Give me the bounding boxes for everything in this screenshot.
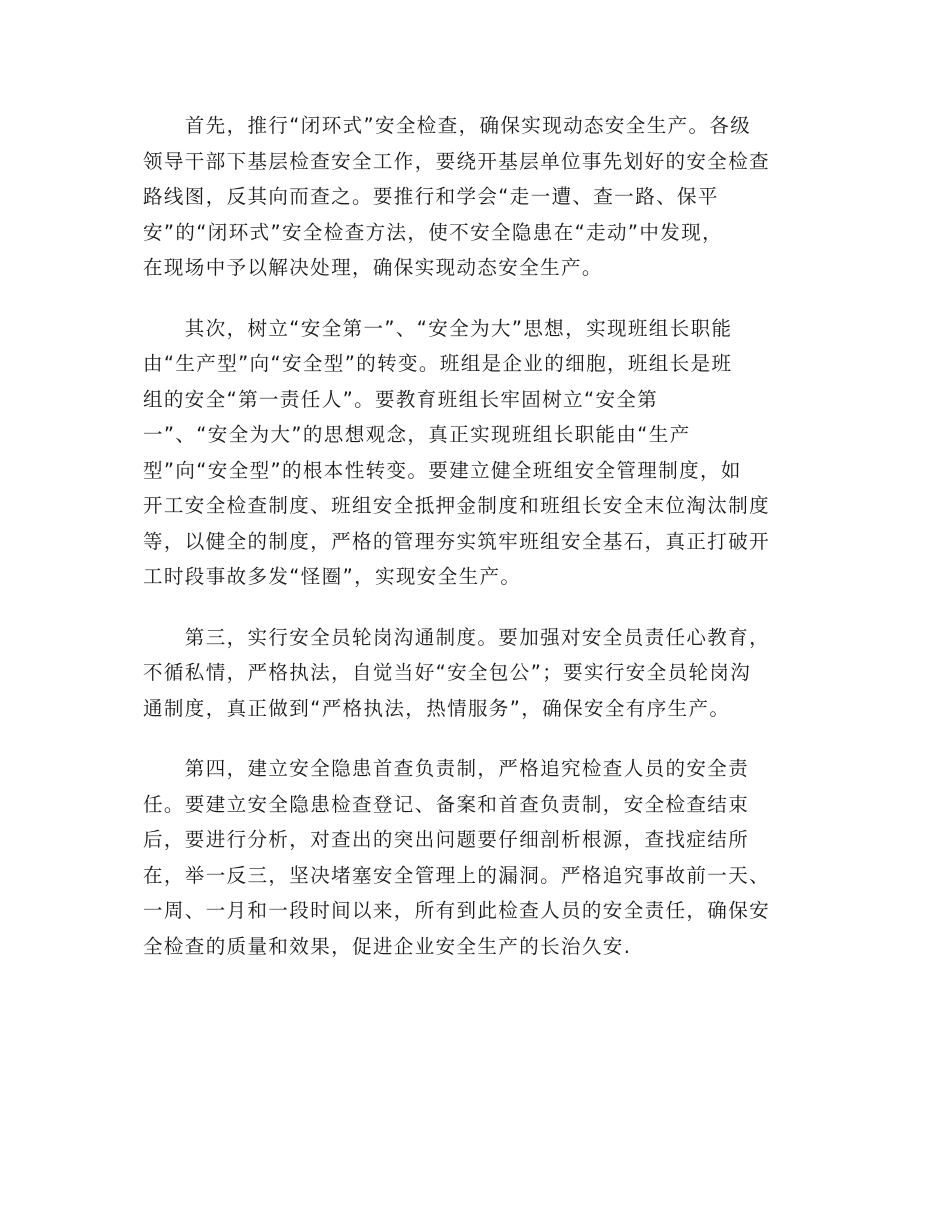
paragraph-4 (143, 751, 803, 964)
paragraph-1 (143, 108, 803, 286)
text-line: 一周、一月和一段时间以来，所有到此检查人员的安全责任，确保安 (143, 899, 771, 922)
text-line: 组的安全“第一责任人”。要教育班组长牢固树立“安全第 (143, 387, 659, 411)
text-line: 工时段事故多发“怪圈”，实现安全生产。 (143, 565, 522, 588)
paragraph-2 (143, 311, 803, 595)
text-line: 不循私情，严格执法，自觉当好“安全包公”；要实行安全员轮岗沟 (143, 661, 752, 684)
text-line: 一”、“安全为大”的思想观念，真正实现班组长职能由“生产 (143, 423, 691, 446)
text-line: 开工安全检查制度、班组安全抵押金制度和班组长安全末位淘汰制度 (143, 494, 771, 517)
text-line: 其次，树立“安全第一”、“安全为大”思想，实现班组长职能 (143, 316, 733, 340)
text-line: 第三，实行安全员轮岗沟通制度。要加强对安全员责任心教育， (143, 625, 771, 649)
text-line: 由“生产型”向“安全型”的转变。班组是企业的细胞，班组长是班 (143, 352, 733, 375)
text-line: 路线图，反其向而查之。要推行和学会“走一遭、查一路、保平 (143, 185, 719, 208)
text-line: 全检查的质量和效果，促进企业安全生产的长治久安. (143, 934, 632, 958)
text-line: 首先，推行“闭环式”安全检查，确保实现动态安全生产。各级 (143, 114, 752, 137)
text-line: 后，要进行分析，对查出的突出问题要仔细剖析根源，查找症结所 (143, 828, 750, 851)
text-line: 任。要建立安全隐患检查登记、备案和首查负责制，安全检查结束 (143, 792, 750, 816)
text-line: 安”的“闭环式”安全检查方法，使不安全隐患在“走动”中发现， (143, 220, 724, 244)
text-line: 领导干部下基层检查安全工作，要绕开基层单位事先划好的安全检查 (143, 149, 771, 173)
paragraph-3 (143, 620, 803, 727)
text-line: 在现场中予以解决处理，确保实现动态安全生产。 (143, 256, 603, 279)
text-line: 通制度，真正做到“严格执法，热情服务”，确保安全有序生产。 (143, 696, 731, 720)
text-line: 第四，建立安全隐患首查负责制，严格追究检查人员的安全责 (143, 757, 750, 780)
text-line: 在，举一反三，坚决堵塞安全管理上的漏洞。严格追究事故前一天、 (143, 863, 771, 887)
text-line: 等，以健全的制度，严格的管理夯实筑牢班组安全基石，真正打破开 (143, 529, 771, 553)
document-body (143, 108, 803, 989)
text-line: 型”向“安全型”的根本性转变。要建立健全班组安全管理制度，如 (143, 458, 742, 482)
